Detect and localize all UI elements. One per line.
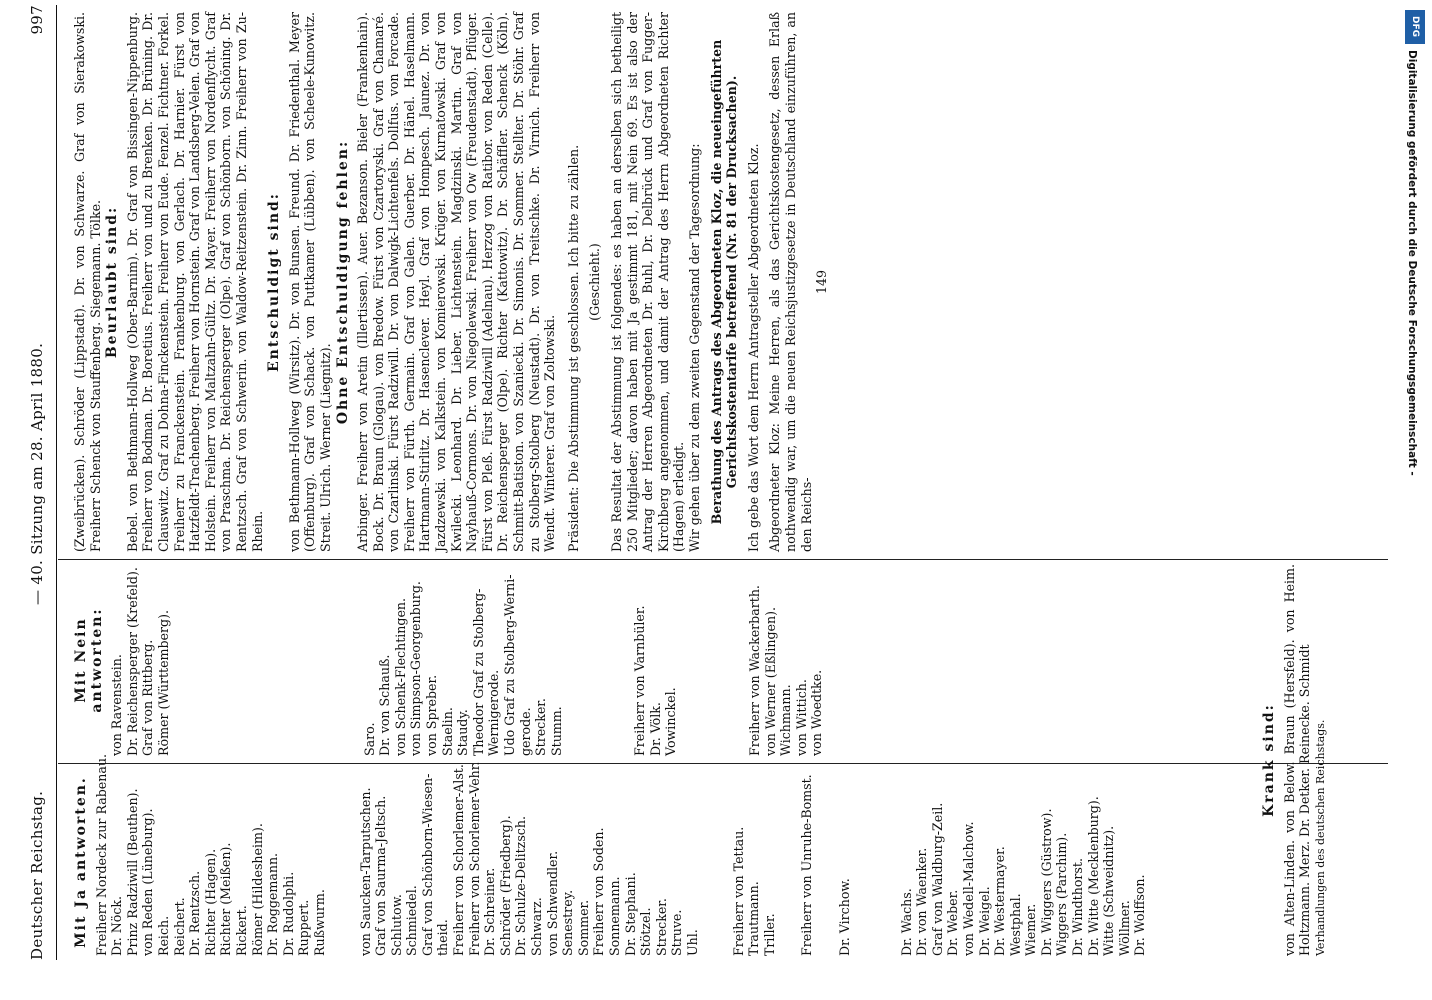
running-header [30,5,52,960]
member-name: von Werner (Eßlingen). [762,606,778,756]
dfg-note: Digitalisierung gefördert durch die Deutsche Forschungsgemeinschaft - [1406,50,1418,476]
speech-text: Abgeordneter Kloz: Meine Herren, als das Gerichtskostengesetz, dessen Erlaß nothwendig war, um die neuen Reichsjustizgesetze in Deutschland einzuführen, an den Reichs- [767,12,814,552]
member-name: Schlutow. [388,894,404,956]
member-name: Trautmann. [746,881,762,956]
member-name: Dr. Weber. [945,889,961,956]
member-name: Rußwurm. [311,889,327,956]
member-name: Dr. Rentzsch. [187,870,203,956]
member-name: Römer (Württemberg). [155,610,171,756]
member-name: Wiemer. [1023,903,1039,956]
member-name: Sonnemann. [607,876,622,956]
member-name: theid. [435,919,451,956]
member-name: Struve. [669,909,685,956]
member-name: Prinz Radziwill (Beuthen). [124,788,140,956]
no-list-4 [747,564,825,756]
heading-beurlaubt: Beurlaubt sind: [104,205,121,359]
member-name: Senestrey. [560,889,576,956]
member-name: Dr. Völk. [647,702,663,756]
heading-krank: Krank sind: [1261,703,1277,817]
member-name: Strecker. [533,698,549,756]
member-name: Dr. von Schauß. [377,654,393,756]
member-name: Ruppert. [296,899,312,956]
member-name: Reich. [155,915,171,956]
member-name: Wöllmer. [1116,900,1132,956]
member-name: Schwarz. [529,897,545,956]
member-name: Dr. Wiggers (Güstrow). [1038,808,1054,956]
page-number: 997 [28,5,46,35]
column-no-votes [72,564,1045,756]
beurlaubt-text: Bebel. von Bethmann-Hollweg (Ober-Barnim). Dr. Graf von Bissingen-Nippenburg. Freiherr von Bodman. Dr. Boretius. Freiherr von und zu Brenken. Dr. Brüning. Dr. Clauswitz. Graf zu Dohna-Finckenstein. Freiherr von Eude. Fenzel. Fichtner. Forkel. Freiherr zu Franckenstein. Frankenburg. von Gerlach. Dr. Harnier. Fürst von Hatzfeldt-Trachenberg. Freiherr von Hornstein. Graf von Landsberg-Velen. Graf von Holstein. Freiherr von Maltzahn-Gültz. Dr. Mayer. Freiherr von Nordenflycht. Graf von Praschma. Dr. Reichensperger (Olpe). Graf von Schönborn. von Schöning. Dr. Rentzsch. Graf von Schwerin. von Waldow-Reitzenstein. Dr. Zinn. Freiherr von Zu-Rhein. [124,12,265,552]
member-name: Rickert. [233,905,249,956]
member-name: Dr. Westermayer. [992,846,1008,956]
member-name: Graf von Saurma-Jeltsch. [373,795,389,956]
member-name: Dr. Wachs. [898,888,914,956]
yes-list-6 [899,768,1149,956]
member-name: gerode. [517,707,533,756]
member-name: von Wedell-Malchow. [960,821,976,956]
member-name: von Woedtke. [809,669,825,756]
yes-list-4 [799,768,815,956]
member-name: Dr. Schulze-Delitzsch. [513,816,529,956]
member-name: von Reden (Lüneburg). [140,808,156,956]
member-name: Dr. Rudolphi. [280,871,296,956]
member-name: von Schenk-Flechtingen. [392,597,408,756]
krank-section [1260,564,1328,956]
yes-list-5 [837,768,853,956]
member-name: Uhl. [684,929,700,956]
no-list-2 [362,564,565,756]
member-name: Wichmann. [778,684,794,756]
member-name: von Wittich. [793,679,809,756]
member-name: Vowinckel. [663,687,679,756]
yes-list-2 [357,761,701,956]
member-name: Dr. Roggemann. [265,852,281,956]
column-rule-1 [58,763,1388,764]
no-list-3 [632,564,679,756]
member-name: Freiherr von Schorlemer-Alst. [451,764,467,956]
member-name: Staelin. [439,707,455,756]
member-name: Freiherr von Unruhe-Bomst. [799,774,815,956]
result-text: Das Resultat der Abstimmung ist folgendes: es haben an derselben sich betheiligt 250 Mitglieder; davon haben mit Ja gestimmt 181, mit Nein 69. Es ist also der Antrag der Herren Abgeordneten Dr. Buhl, Dr. Delbrück und Graf von Fugger-Kirchberg angenommen, und damit der Antrag des Herrn Abgeordneten Richter (Hagen) erledigt. [609,12,687,552]
spacer [328,768,358,956]
dfg-logo: DFG [1405,10,1425,44]
header-rule [56,5,57,960]
member-name: Schröder (Friedberg). [497,815,513,956]
ohne-text: Arbinger. Freiherr von Aretin (Illertissen). Auer. Bezanson. Bieler (Frankenhain). Bock. Dr. Braun (Glogau). von Bredow. Fürst von Czartoryski. Graf von Chamaré. von Czarlinski. Fürst Radziwill. Dr. von Dalwigk-Lichtenfels. Dollfus. von Forcade. Freiherr von Fürth. Germain. Graf von Galen. Guerber. Dr. Hänel. Haselmann. Hartmann-Stirlitz. Dr. Hasenclever. Heyl. Graf von Hompesch. Jaunez. Dr. von Jazdzewski. von Kalkstein. von Komierowski. Krüger. von Kurnatowski. Graf von Kwilecki. Leonhard. Dr. Lieber. Lichtenstein. Magdzinski. Martin. Graf von Nayhauß-Cormons. Dr. von Niegolewski. Freiherr von Ow (Freudenstadt). Pflüger. Fürst von Pleß. Fürst Radziwill (Adelnau). Herzog von Ratibor. von Reden (Celle). Dr. Reichensperger (Olpe). Richter (Kattowitz). Dr. Schäffler. Schenck (Köln). Schmitt-Batiston. von Szaniecki. Dr. Simonis. Dr. Sommer. Stellter. Dr. Stöhr. Graf zu Stolberg-Stolberg (Neustadt). Dr. von Treitschke. Dr. Virnich. Freiherr von Wendt. Winterer. Graf von Zoltowski. [355,12,558,552]
member-name: Richter (Meißen). [218,842,234,956]
yes-list-3 [731,768,778,956]
member-name: von Schwendler. [544,850,560,956]
dfg-sidebar [1404,10,1426,990]
column-yes-votes [72,754,1148,956]
header-left: Deutscher Reichstag. [28,790,46,960]
no-list-1 [109,564,171,756]
member-name: Dr. Windthorst. [1070,858,1086,956]
yes-list-1 [93,754,328,956]
member-name: Stötzel. [638,907,654,956]
member-name: Dr. Stephani. [622,872,638,956]
member-name: von Ravenstein. [109,654,125,756]
member-name: Saro. [361,722,377,756]
krank-text: von Alten-Linden. von Below. Braun (Hersfeld). von Heim. Holtzmann. Merz. Dr. Detker. Reinecke. Schmidt [1281,564,1313,956]
praesident-text: Präsident: Die Abstimmung ist geschlossen. Ich bitte zu zählen. [565,144,581,552]
column-rule-2 [58,559,1388,560]
member-name: Udo Graf zu Stolberg-Werni- [501,574,517,756]
member-name: von Saucken-Tarputschen. [357,787,373,956]
member-name: Dr. Schreiner. [482,867,498,956]
next-item-text: Wir gehen über zu dem zweiten Gegenstand der Tagesordnung: [686,143,702,552]
member-name: Dr. Wolffson. [1132,874,1148,956]
member-name: Graf von Waldburg-Zeil. [929,802,945,956]
member-name: Sommer. [575,899,591,956]
member-name: Reichert. [171,897,187,956]
member-name: Wernigerode. [486,669,502,756]
member-name: Graf von Rittberg. [140,639,156,756]
member-name: von Spreber. [423,674,439,756]
member-name: Dr. Nöck. [109,895,125,956]
motion-title: Berathung des Antrags des Abgeordneten Kloz, die neueingeführten Gerichtskostentarife betreffend (Nr. 81 der Drucksachen). [708,39,740,525]
spacer [172,564,362,756]
spacer [564,564,632,756]
member-name: Dr. Reichensperger (Krefeld). [124,567,140,756]
intro-paragraph: (Zweibrücken). Schröder (Lippstadt). Dr. von Schwarze. Graf von Sierakowski. Freiherr Schenck von Stauffenberg. Siegemann. Tölke. [72,12,103,552]
spacer [853,768,899,956]
member-name: Strecker. [653,898,669,956]
spacer [777,768,799,956]
footer-note: Verhandlungen des deutschen Reichstags. [1313,719,1327,956]
member-name: Graf von Schönborn-Wiesen- [419,773,435,956]
header-center: — 40. Sitzung am 28. April 1880. [28,342,46,605]
member-name: Dr. Virchow. [836,878,852,956]
member-name: Dr. von Waenker. [914,847,930,956]
member-name: Witte (Schweidnitz). [1101,825,1117,956]
member-name: Freiherr von Soden. [591,827,607,956]
member-name: Schmiedel. [404,885,420,956]
spacer [815,768,837,956]
member-name: Römer (Hildesheim). [249,823,265,956]
heading-entschuldigt: Entschuldigt sind: [266,192,283,372]
heading-ja: Mit Ja antworten. [73,776,89,948]
member-name: Dr. Weigel. [976,886,992,956]
entschuldigt-text: von Bethmann-Hollweg (Wirsitz). Dr. von Bunsen. Freund. Dr. Friedenthal. Meyer (Offenburg). Graf von Schack. von Puttkamer (Lübben). von Scheele-Kunowitz. Streit. Ulrich. Werner (Liegnitz). [286,12,333,552]
word-text: Ich gebe das Wort dem Herrn Antragsteller Abgeordneten Kloz. [745,143,761,552]
spacer [679,564,747,756]
member-name: von Simpson-Georgenburg. [408,581,424,756]
member-name: Wiggers (Parchim). [1054,832,1070,956]
column-proceedings [72,12,830,552]
member-name: Stumm. [548,706,564,756]
heading-nein: Mit Nein antworten: [73,607,105,713]
member-name: Freiherr Nordeck zur Rabenau. [93,754,109,956]
spacer [701,768,731,956]
geschieht-text: (Geschieht.) [587,243,603,321]
member-name: Dr. Witte (Mecklenburg). [1085,796,1101,956]
member-name: Freiherr von Tettau. [730,826,746,956]
member-name: Freiherr von Varnbüler. [632,605,648,756]
spacer [825,564,1045,756]
member-name: Richter (Hagen). [202,848,218,956]
member-name: Triller. [761,913,777,956]
member-name: Westphal. [1007,893,1023,956]
heading-ohne: Ohne Entschuldigung fehlen: [334,139,351,425]
member-name: Staudy. [455,709,471,756]
folio-number: 149 [814,269,830,295]
member-name: Theodor Graf zu Stolberg- [470,588,486,756]
member-name: Freiherr von Schorlemer-Vehr. [466,761,482,956]
member-name: Freiherr von Wackerbarth. [747,585,763,756]
